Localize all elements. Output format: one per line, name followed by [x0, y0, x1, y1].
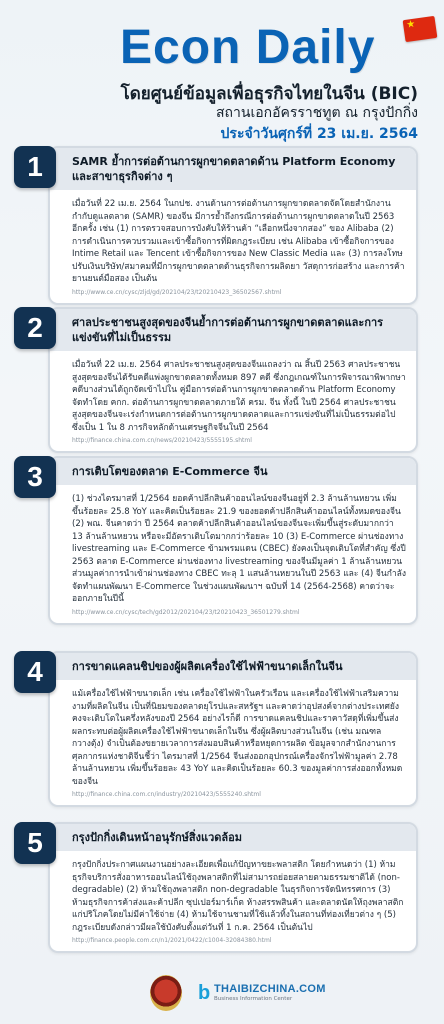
news-card-title: ศาลประชาชนสูงสุดของจีนย้ำการต่อต้านการผูกขาดตลาดและการแข่งขันที่ไม่เป็นธรรม	[50, 309, 416, 351]
item-number-badge: 2	[14, 307, 56, 349]
news-card-5	[48, 822, 418, 953]
item-number-badge: 1	[14, 146, 56, 188]
news-card-body	[50, 485, 416, 623]
footer	[0, 975, 444, 1024]
news-card-text: กรุงปักกิ่งประกาศแผนงานอย่างละเอียดเพื่อแก้ปัญหาขยะพลาสติก โดยกำหนดว่า (1) ห้ามธุรกิจบริการสั่งอาหารออนไลน์ใช้ถุงพลาสติกที่ไม่สามารถย่อยสลายตามธรรมชาติได้ (non-degradable) (2) ห้ามใช้ถุงพลาสติก non-degradable ในธุรกิจการจัดนิทรรศการ (3) ห้ามธุรกิจการค้าส่งและค้าปลีก ซุปเปอร์มาร์เก็ต ห้างสรรพสินค้า และตลาดนัดให้ถุงพลาสติกแก่ปริโภคโดยไม่มีค่าใช้จ่าย (4) ห้ามใช้จานชามที่ใช้แล้วทิ้งในสถานที่ท่องเที่ยวต่าง ๆ (5) กฎระเบียบดังกล่าวมีผลใช้บังคับตั้งแต่วันที่ 1 ก.ค. 2564 เป็นต้นไป	[72, 860, 404, 933]
news-card-body	[50, 351, 416, 451]
item-number-badge: 5	[14, 822, 56, 864]
news-card-title: กรุงปักกิ่งเดินหน้าอนุรักษ์สิ่งแวดล้อม	[50, 824, 416, 851]
news-card-body	[50, 190, 416, 303]
news-card-body	[50, 851, 416, 951]
news-card-title: การเติบโตของตลาด E-Commerce จีน	[50, 458, 416, 485]
logo-subtext: Business Information Center	[214, 996, 293, 1002]
thaibizchina-logo-icon: b	[198, 982, 211, 1004]
news-card-text: (1) ช่วงไตรมาสที่ 1/2564 ยอดค้าปลีกสินค้าออนไลน์ของจีนอยู่ที่ 2.3 ล้านล้านหยวน เพิ่มขึ้นร้อยละ 25.8 YoY และคิดเป็นร้อยละ 21.9 ของยอดค้าปลีกสินค้าออนไลน์ทั้งหมดของจีน (2) พณ. จีนคาดว่า ปี 2564 ตลาดค้าปลีกสินค้าออนไลน์ของจีนจะเพิ่มขึ้นสู่ระดับมากกว่า 13 ล้านล้านหยวน หรือจะมีอัตราเติบโตมากกว่าร้อยละ 10 (3) E-Commerce ผ่านช่องทาง livestreaming และ E-Commerce ข้ามพรมแดน (CBEC) ยังคงเป็นจุดเติบโตที่สำคัญ ซึ่งปี 2563 ตลาด E-Commerce ผ่านช่องทาง livestreaming ของจีนมีมูลค่า 1 ล้านล้านหยวน ส่วนมูลค่าการนำเข้าผ่านช่องทาง CBEC ทะลุ 1 แสนล้านหยวนในปี 2563 และ (4) จีนกำลังจัดทำแผนพัฒนา E-Commerce ในช่วงแผนพัฒนาฯ ฉบับที่ 14 (2564-2568) คาดว่าจะออกภายในปีนี้	[72, 494, 406, 604]
logo-text: THAIBIZCHINA.COM	[214, 983, 326, 995]
china-flag-icon: ★	[403, 16, 438, 42]
embassy-emblem-icon	[150, 975, 182, 1011]
news-card-title: การขาดแคลนชิปของผู้ผลิตเครื่องใช้ไฟฟ้าขนาดเล็กในจีน	[50, 653, 416, 680]
news-card-text: แม้เครื่องใช้ไฟฟ้าขนาดเล็ก เช่น เครื่องใช้ไฟฟ้าในครัวเรือน และเครื่องใช้ไฟฟ้าเสริมความงามที่ผลิตในจีน เป็นที่นิยมของตลาดยุโรปและสหรัฐฯ และคาดว่าอุปสงค์จากต่างประเทศยังคงจะเติบโตในครึ่งหลังของปี 2564 อย่างไรก็ดี การขาดแคลนชิปและราคาวัสดุที่เพิ่มขึ้นส่งผลกระทบต่อผู้ผลิตเครื่องใช้ไฟฟ้าขนาดเล็กในจีน ซึ่งผู้ผลิตบางส่วนในจีน (เช่น มณฑลกวางตุ้ง) จำเป็นต้องขยายเวลาการส่งมอบสินค้าหรือหยุดการผลิต ข้อมูลจากสำนักงานการศุลกากรแห่งชาติจีนชี้ว่า ไตรมาสที่ 1/2564 จีนส่งออกอุปกรณ์เครื่องจักรไฟฟ้ามูลค่า 2.78 ล้านล้านหยวน เพิ่มขึ้นร้อยละ 43 YoY และคิดเป็นร้อยละ 60.3 ของมูลค่าการส่งออกทั้งหมดของจีน	[72, 689, 403, 787]
item-number-badge: 3	[14, 456, 56, 498]
item-number-badge: 4	[14, 651, 56, 693]
news-card-title: SAMR ย้ำการต่อต้านการผูกขาดตลาดด้าน Platform Economy และสาขาธุรกิจต่าง ๆ	[50, 148, 416, 190]
thaibizchina-logo[interactable]	[198, 981, 326, 1011]
issue-date: ประจำวันศุกร์ที่ 23 เม.ย. 2564	[220, 126, 418, 142]
source-link[interactable]: http://finance.people.com.cn/n1/2021/0422/c1004-32084380.html	[72, 937, 272, 944]
source-link[interactable]: http://www.ce.cn/cysc/tech/gd2012/202104/23/t20210423_36501279.shtml	[72, 608, 300, 616]
source-link[interactable]: http://www.ce.cn/cysc/zljd/gd/202104/23/t20210423_36502567.shtml	[72, 288, 282, 296]
news-card-text: เมื่อวันที่ 22 เม.ย. 2564 ศาลประชาชนสูงสุดของจีนแถลงว่า ณ สิ้นปี 2563 ศาลประชาชนสูงสุดของจีนได้รับคดีแพ่งผูกขาดตลาดทั้งหมด 897 คดี ซึ่งกฎเกณฑ์ในการพิจารณาพิพากษาคดีบางส่วนได้ถูกจัดเข้าไปใน คู่มือการต่อต้านการผูกขาดตลาดด้าน Platform Economy จัดทำโดย คกก. ต่อต้านการผูกขาดตลาดภายใต้ ครม. จีน ทั้งนี้ ในปี 2564 ศาลประชาชนสูงสุดของจีนจะเร่งกำหนดการต่อต้านการผูกขาดตลาดและการแข่งขันที่ไม่เป็นธรรมต่อไป ซึ่งเป็น 1 ใน 8 ภารกิจหลักด้านเศรษฐกิจจีนในปี 2564	[72, 360, 406, 433]
source-link[interactable]: http://finance.china.com.cn/news/20210423/5555195.shtml	[72, 437, 252, 444]
page-subtitle-embassy: สถานเอกอัครราชทูต ณ กรุงปักกิ่ง	[215, 105, 418, 121]
news-card-3	[48, 456, 418, 625]
news-card-2	[48, 307, 418, 453]
source-link[interactable]: http://finance.china.com.cn/industry/20210423/5555240.shtml	[72, 791, 261, 798]
news-card-text: เมื่อวันที่ 22 เม.ย. 2564 ในกปช. งานด้านการต่อต้านการผูกขาดตลาดจัดโดยสำนักงานกำกับดูแลตลาด (SAMR) ของจีน มีการย้ำถึงกรณีการต่อต้านการผูกขาดตลาดในปี 2563 อีกครั้ง เช่น (1) การตรวจสอบการบังคับให้ร้านค้า “เลือกหนึ่งจากสอง” ของ Alibaba (2) การดำเนินการควบรวมและเข้าซื้อกิจการที่ผิดกฎระเบียบ เช่น Alibaba เข้าซื้อกิจการของ Intime Retail และ Tencent เข้าซื้อกิจการของ New Classic Media และ (3) การลงโทษปรับเงินบริษัท/สมาคมที่มีการผูกขาดตลาดด้านธุรกิจการผลิตยา วัสดุการก่อสร้าง และการค้ายานยนต์มือสอง เป็นต้น	[72, 199, 405, 284]
news-card-body	[50, 680, 416, 805]
header	[0, 0, 444, 145]
page-subtitle: โดยศูนย์ข้อมูลเพื่อธุรกิจไทยในจีน (BIC)	[120, 84, 418, 104]
page-title: Econ Daily	[120, 21, 376, 74]
news-card-4	[48, 651, 418, 807]
news-card-1	[48, 146, 418, 305]
